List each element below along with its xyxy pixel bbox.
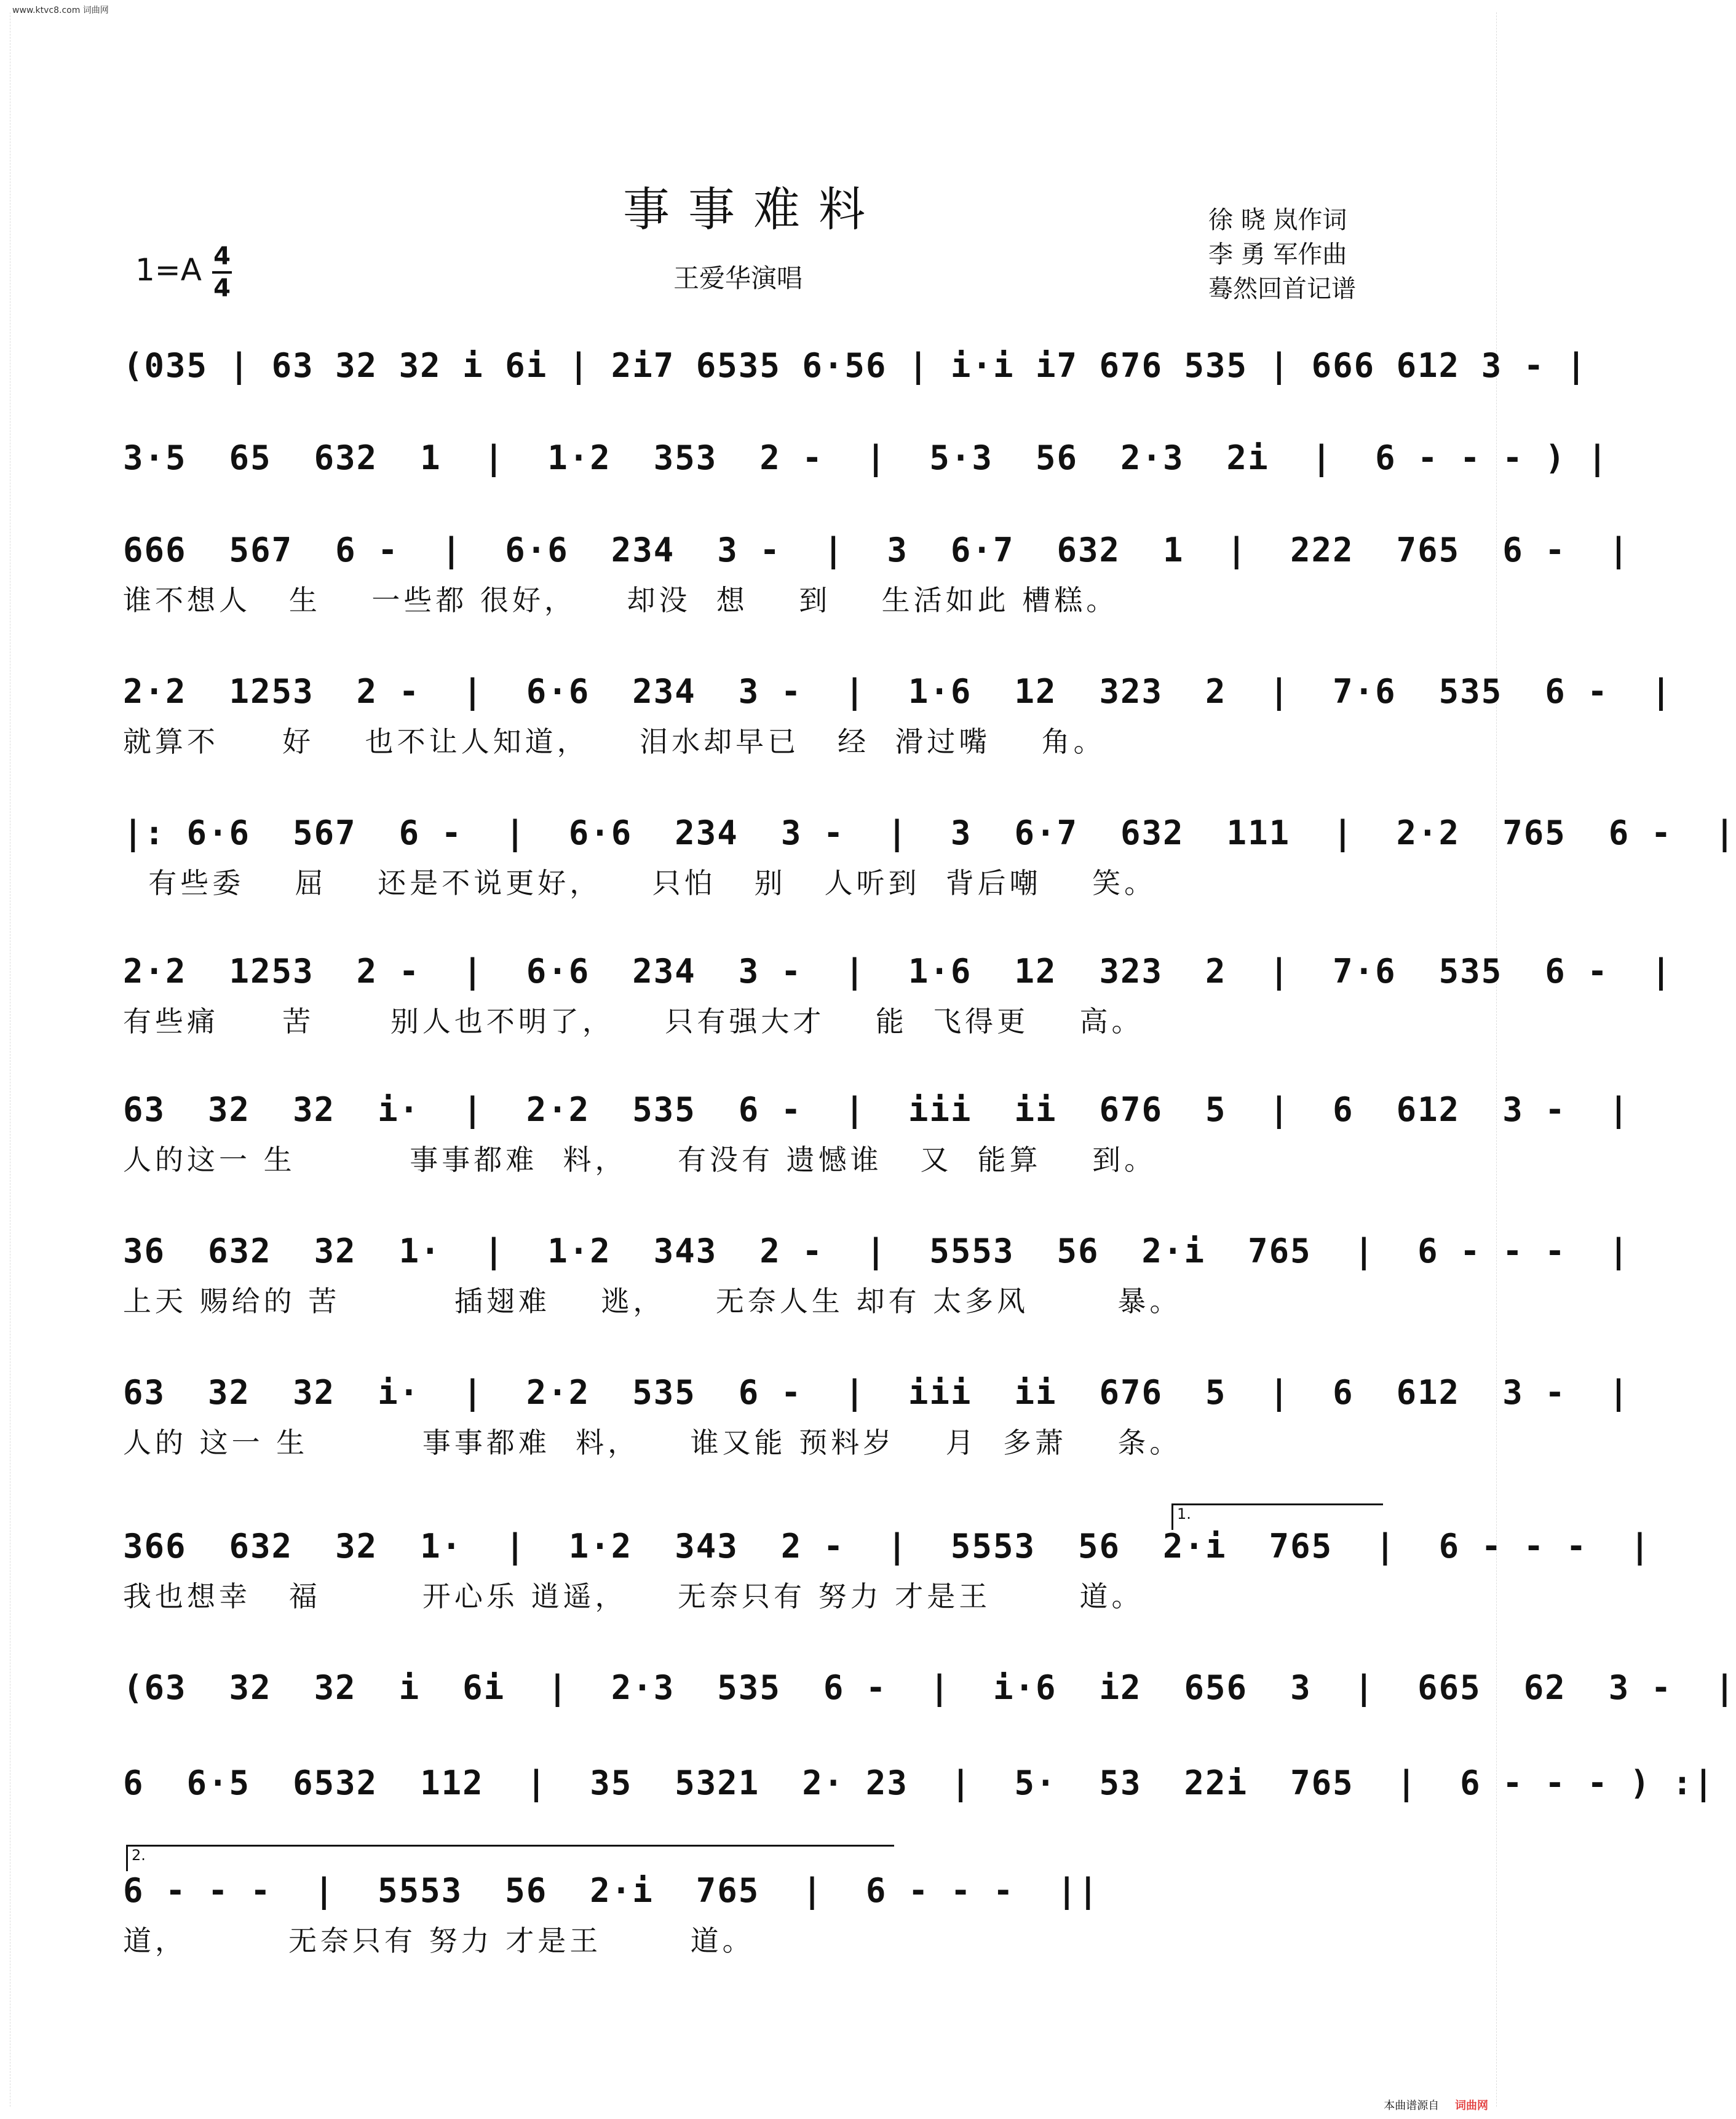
time-signature: [212, 243, 232, 302]
notation-line: 666 567 6 - | 6·6 234 3 - | 3 6·7 632 1 | 222 765 6 - |: [123, 531, 1630, 569]
notation-line: (63 32 32 i 6i | 2·3 535 6 - | i·6 i2 656 3 | 665 62 3 - |: [123, 1668, 1736, 1707]
score-system-8: [123, 1230, 1630, 1320]
lyric-line: 有些委 屈 还是不说更好， 只怕 别 人听到 背后嘲 笑。: [123, 866, 1157, 900]
notation-line: (035 | 63 32 32 i 6i | 2i7 6535 6·56 | i·i i7 676 535 | 666 612 3 - |: [123, 346, 1588, 385]
footer: [1384, 2097, 1488, 2113]
score-system-12: [123, 1762, 1715, 1805]
notation-line: 6 - - - | 5553 56 2·i 765 | 6 - - - ||: [123, 1871, 1100, 1910]
score-system-3: [123, 529, 1630, 619]
first-ending-bracket: 1.: [1171, 1503, 1383, 1530]
transcriber-credit: 蓦然回首记谱: [1208, 275, 1356, 303]
lyric-line: 上天 赐给的 苦 插翅难 逃， 无奈人生 却有 太多风 暴。: [123, 1285, 1182, 1318]
score-system-9: [123, 1371, 1630, 1461]
lyric-line: 就算不 好 也不让人知道， 泪水却早已 经 滑过嘴 角。: [123, 725, 1106, 758]
score-system-11: [123, 1666, 1736, 1709]
composer-credit: 李 勇 军作曲: [1208, 240, 1347, 269]
score-system-1: [123, 344, 1588, 387]
footer-logo: 词曲网: [1455, 2099, 1488, 2112]
notation-line: 6 6·5 6532 112 | 35 5321 2· 23 | 5· 53 22i 765 | 6 - - - ) :|: [123, 1764, 1715, 1802]
singer-credit: 王爱华演唱: [673, 263, 803, 293]
time-signature-divider: [212, 271, 232, 274]
score-system-4: [123, 670, 1673, 760]
second-ending-bracket: 2.: [126, 1845, 894, 1871]
notation-line: 36 632 32 1· | 1·2 343 2 - | 5553 56 2·i 765 | 6 - - - |: [123, 1232, 1630, 1270]
left-margin-strip: [0, 12, 10, 2107]
notation-line: 2·2 1253 2 - | 6·6 234 3 - | 1·6 12 323 2 | 7·6 535 6 - |: [123, 672, 1673, 711]
score-system-6: [123, 950, 1673, 1040]
time-signature-top: 4: [213, 242, 231, 271]
score-system-7: [123, 1088, 1630, 1178]
notation-line: 2·2 1253 2 - | 6·6 234 3 - | 1·6 12 323 2 | 7·6 535 6 - |: [123, 952, 1673, 991]
credits-block: [1208, 203, 1356, 306]
notation-line: 366 632 32 1· | 1·2 343 2 - | 5553 56 2·i 765 | 6 - - - |: [123, 1527, 1651, 1566]
notation-line: 63 32 32 i· | 2·2 535 6 - | iii ii 676 5 | 6 612 3 - |: [123, 1373, 1630, 1412]
lyric-line: 道， 无奈只有 努力 才是王 道。: [123, 1924, 755, 1957]
score-system-10: [123, 1525, 1651, 1615]
song-title: 事事难料: [623, 182, 884, 237]
lyric-line: 我也想幸 福 开心乐 逍遥， 无奈只有 努力 才是王 道。: [123, 1580, 1144, 1613]
notation-line: |: 6·6 567 6 - | 6·6 234 3 - | 3 6·7 632 111 | 2·2 765 6 - |: [123, 814, 1736, 852]
lyric-line: 有些痛 苦 别人也不明了， 只有强大才 能 飞得更 高。: [123, 1005, 1144, 1038]
footer-text: 本曲谱源自: [1384, 2099, 1440, 2112]
notation-line: 3·5 65 632 1 | 1·2 353 2 - | 5·3 56 2·3 2i | 6 - - - ) |: [123, 438, 1609, 477]
lyric-line: 人的 这一 生 事事都难 料， 谁又能 预料岁 月 多萧 条。: [123, 1426, 1182, 1459]
lyric-line: 人的这一 生 事事都难 料， 有没有 遗憾谁 又 能算 到。: [123, 1143, 1157, 1176]
time-signature-bottom: 4: [213, 274, 231, 303]
score-system-13: [123, 1869, 1384, 1959]
score-system-5: [123, 812, 1736, 901]
lyric-line: 谁不想人 生 一些都 很好， 却没 想 到 生活如此 槽糕。: [123, 584, 1119, 617]
site-label: www.ktvc8.com 词曲网: [12, 6, 109, 15]
notation-line: 63 32 32 i· | 2·2 535 6 - | iii ii 676 5 | 6 612 3 - |: [123, 1090, 1630, 1129]
score-system-2: [123, 437, 1609, 480]
lyricist-credit: 徐 晓 岚作词: [1208, 206, 1347, 234]
key-signature: 1=A: [135, 252, 202, 288]
